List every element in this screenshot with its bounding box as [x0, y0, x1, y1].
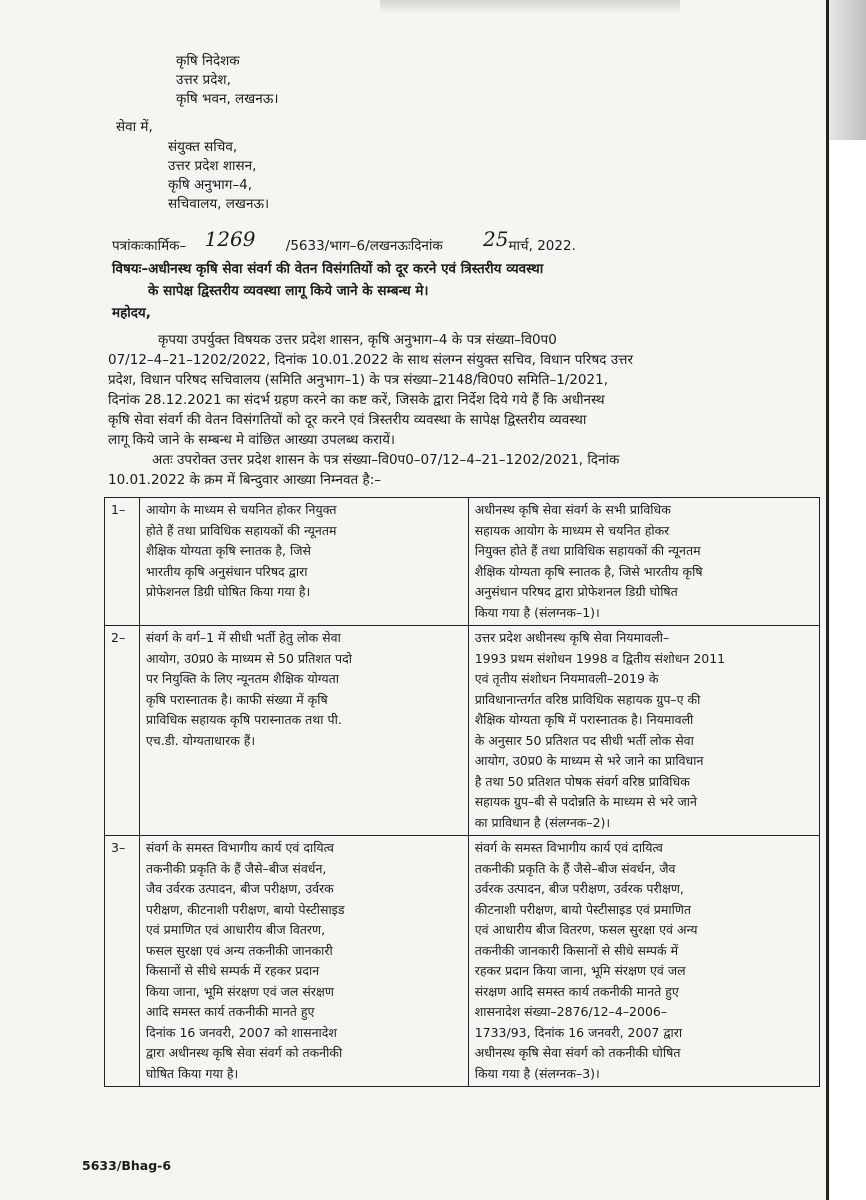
reference-date: मार्च, 2022. — [508, 238, 576, 254]
cell-line: सहायक ग्रुप–बी से पदोन्नति के माध्यम से भरे जाने — [474, 794, 697, 809]
cell-line: किया गया है (संलग्नक–3)। — [474, 1065, 600, 1081]
cell-line: शासनादेश संख्या–2876/12–4–2006– — [474, 1004, 668, 1019]
cell-line: फसल सुरक्षा एवं अन्य तकनीकी जानकारी — [145, 942, 333, 958]
cell-line: एच.डी. योग्यताधारक हैं। — [145, 732, 256, 748]
body-line: 07/12–4–21–1202/2022, दिनांक 10.01.2022 के साथ संलग्न संयुक्त सचिव, विधान परिषद उत्तर — [108, 352, 633, 368]
issue-cell — [139, 498, 468, 626]
handwritten-day: 25 — [483, 227, 509, 251]
row-number: 3– — [105, 836, 140, 1087]
body-line: कृषि सेवा संवर्ग की वेतन विसंगतियों को दूर करने एवं त्रिस्तरीय व्यवस्था के सापेक्ष द्विस्तरीय व्यवस्था — [108, 412, 587, 428]
subject — [112, 258, 543, 302]
cell-line: दिनांक 16 जनवरी, 2007 को शासनादेश — [145, 1024, 337, 1040]
cell-line: जैव उर्वरक उत्पादन, बीज परीक्षण, उर्वरक — [145, 881, 334, 896]
cell-line: आयोग, उ0प्र0 के माध्यम से भरे जाने का प्राविधान — [474, 753, 704, 768]
cell-line: उर्वरक उत्पादन, बीज परीक्षण, उर्वरक परीक्षण, — [474, 881, 684, 896]
page-edge — [826, 0, 829, 1200]
cell-line: है तथा 50 प्रतिशत पोषक संवर्ग वरिष्ठ प्राविधिक — [474, 773, 690, 789]
cell-line: शैक्षिक योग्यता कृषि स्नातक है, जिसे — [145, 543, 311, 558]
cell-line: शैक्षिक योग्यता कृषि स्नातक है, जिसे भारतीय कृषि — [474, 563, 703, 579]
cell-line: अधीनस्थ कृषि सेवा संवर्ग के सभी प्राविधिक — [474, 502, 671, 517]
table-row — [105, 626, 820, 836]
cell-line: पर नियुक्ति के लिए न्यूनतम शैक्षिक योग्यता — [145, 671, 339, 686]
recipient-label: सेवा में, — [116, 119, 153, 135]
cell-line: नियुक्त होते हैं तथा प्राविधिक सहायकों की न्यूनतम — [474, 543, 701, 558]
cell-line: के अनुसार 50 प्रतिशत पद सीधी भर्ती लोक सेवा — [474, 732, 694, 748]
cell-line: एवं प्रमाणित एवं आधारीय बीज वितरण, — [145, 922, 326, 937]
cell-line: शैक्षिक योग्यता कृषि में परास्नातक है। नियमावली — [474, 712, 694, 727]
issue-cell — [139, 836, 468, 1087]
cell-line: कीटनाशी परीक्षण, बायो पेस्टीसाइड एवं प्रमाणित — [474, 901, 692, 917]
cell-line: किया जाना, भूमि संरक्षण एवं जल संरक्षण — [145, 983, 334, 999]
cell-line: रहकर प्रदान किया जाना, भूमि संरक्षण एवं जल — [474, 963, 686, 978]
cell-line: संवर्ग के वर्ग–1 में सीधी भर्ती हेतु लोक सेवा — [145, 630, 341, 645]
subject-line-2: के सापेक्ष द्विस्तरीय व्यवस्था लागू किये जाने के सम्बन्ध मे। — [148, 283, 429, 299]
table-row — [105, 836, 820, 1087]
row-number: 1– — [105, 498, 140, 626]
cell-line: अनुसंधान परिषद द्वारा प्रोफेशनल डिग्री घोषित — [474, 584, 678, 599]
recipient-line: कृषि अनुभाग–4, — [168, 177, 252, 193]
subject-line-1: विषयः–अधीनस्थ कृषि सेवा संवर्ग की वेतन विसंगतियों को दूर करने एवं त्रिस्तरीय व्यवस्था — [112, 261, 544, 277]
page-fold-shadow — [828, 0, 866, 140]
sender-line: कृषि भवन, लखनऊ। — [176, 91, 279, 107]
footer-code: 5633/Bhag-6 — [82, 1158, 172, 1173]
cell-line: आदि समस्त कार्य तकनीकी मानते हुए — [145, 1004, 315, 1019]
issue-cell — [139, 626, 468, 836]
response-cell — [468, 498, 819, 626]
salutation: महोदय, — [112, 305, 151, 321]
body-line: अतः उपरोक्त उत्तर प्रदेश शासन के पत्र संख्या–वि0प0–07/12–4–21–1202/2021, दिनांक — [152, 452, 620, 468]
body-line: दिनांक 28.12.2021 का संदर्भ ग्रहण करने का कष्ट करें, जिसके द्वारा निर्देश दिये गये हैं कि अधीनस्थ — [108, 392, 605, 408]
cell-line: आयोग, उ0प्र0 के माध्यम से 50 प्रतिशत पदो — [145, 650, 352, 666]
cell-line: संवर्ग के समस्त विभागीय कार्य एवं दायित्व — [145, 840, 334, 855]
cell-line: संवर्ग के समस्त विभागीय कार्य एवं दायित्व — [474, 840, 663, 855]
cell-line: एवं तृतीय संशोधन नियमावली–2019 के — [474, 671, 659, 686]
cell-line: द्वारा अधीनस्थ कृषि सेवा संवर्ग को तकनीकी — [145, 1045, 343, 1060]
body-paragraph — [108, 330, 816, 490]
cell-line: भारतीय कृषि अनुसंधान परिषद द्वारा — [145, 563, 308, 579]
cell-line: तकनीकी प्रकृति के हैं जैसे–बीज संवर्धन, — [145, 860, 327, 876]
reference-middle: /5633/भाग–6/लखनऊःदिनांक — [285, 238, 443, 254]
cell-line: अधीनस्थ कृषि सेवा संवर्ग को तकनीकी घोषित — [474, 1045, 681, 1060]
cell-line: होते हैं तथा प्राविधिक सहायकों की न्यूनतम — [145, 522, 337, 538]
cell-line: किसानों से सीधे सम्पर्क में रहकर प्रदान — [145, 963, 320, 978]
body-line: लागू किये जाने के सम्बन्ध मे वांछित आख्या उपलब्ध करायें। — [108, 432, 396, 448]
cell-line: आयोग के माध्यम से चयनित होकर नियुक्त — [145, 502, 337, 517]
cell-line: उत्तर प्रदेश अधीनस्थ कृषि सेवा नियमावली– — [474, 630, 670, 645]
row-number: 2– — [105, 626, 140, 836]
recipient-line: सचिवालय, लखनऊ। — [168, 196, 270, 212]
cell-line: प्राविधानान्तर्गत वरिष्ठ प्राविधिक सहायक ग्रुप–ए की — [474, 691, 701, 707]
sender-line: कृषि निदेशक — [176, 53, 240, 69]
cell-line: तकनीकी प्रकृति के हैं जैसे–बीज संवर्धन, जैव — [474, 860, 676, 876]
sender-block — [176, 52, 278, 109]
response-cell — [468, 836, 819, 1087]
body-line: प्रदेश, विधान परिषद सचिवालय (समिति अनुभाग–1) के पत्र संख्या–2148/वि0प0 समिति–1/2021, — [108, 372, 608, 388]
cell-line: का प्राविधान है (संलग्नक–2)। — [474, 814, 611, 830]
recipient-block — [168, 138, 269, 214]
scan-smudge — [380, 0, 680, 14]
cell-line: एवं आधारीय बीज वितरण, फसल सुरक्षा एवं अन्य — [474, 922, 698, 937]
cell-line: सहायक आयोग के माध्यम से चयनित होकर — [474, 522, 670, 538]
cell-line: घोषित किया गया है। — [145, 1065, 239, 1081]
recipient-line: संयुक्त सचिव, — [168, 139, 238, 155]
cell-line: 1733/93, दिनांक 16 जनवरी, 2007 द्वारा — [474, 1024, 683, 1040]
handwritten-letter-number: 1269 — [204, 227, 256, 251]
cell-line: परीक्षण, कीटनाशी परीक्षण, बायो पेस्टीसाइड — [145, 901, 345, 917]
recipient-line: उत्तर प्रदेश शासन, — [168, 158, 257, 174]
pointwise-report-table — [104, 497, 820, 1087]
cell-line: 1993 प्रथम संशोधन 1998 व द्वितीय संशोधन 2011 — [474, 650, 726, 666]
cell-line: प्राविधिक सहायक कृषि परास्नातक तथा पी. — [145, 712, 342, 727]
response-cell — [468, 626, 819, 836]
cell-line: किया गया है (संलग्नक–1)। — [474, 604, 600, 620]
reference-line — [112, 227, 576, 256]
cell-line: प्रोफेशनल डिग्री घोषित किया गया है। — [145, 584, 311, 599]
cell-line: तकनीकी जानकारी किसानों से सीधे सम्पर्क में — [474, 942, 679, 958]
body-line: 10.01.2022 के क्रम में बिन्दुवार आख्या निम्नवत है:– — [108, 472, 382, 488]
cell-line: संरक्षण आदि समस्त कार्य तकनीकी मानते हुए — [474, 983, 679, 999]
body-line: कृपया उपर्युक्त विषयक उत्तर प्रदेश शासन, कृषि अनुभाग–4 के पत्र संख्या–वि0प0 — [158, 332, 557, 348]
reference-prefix: पत्रांकःकार्मिक– — [112, 238, 187, 254]
table-row — [105, 498, 820, 626]
sender-line: उत्तर प्रदेश, — [176, 72, 231, 88]
cell-line: कृषि परास्नातक है। काफी संख्या में कृषि — [145, 691, 328, 707]
